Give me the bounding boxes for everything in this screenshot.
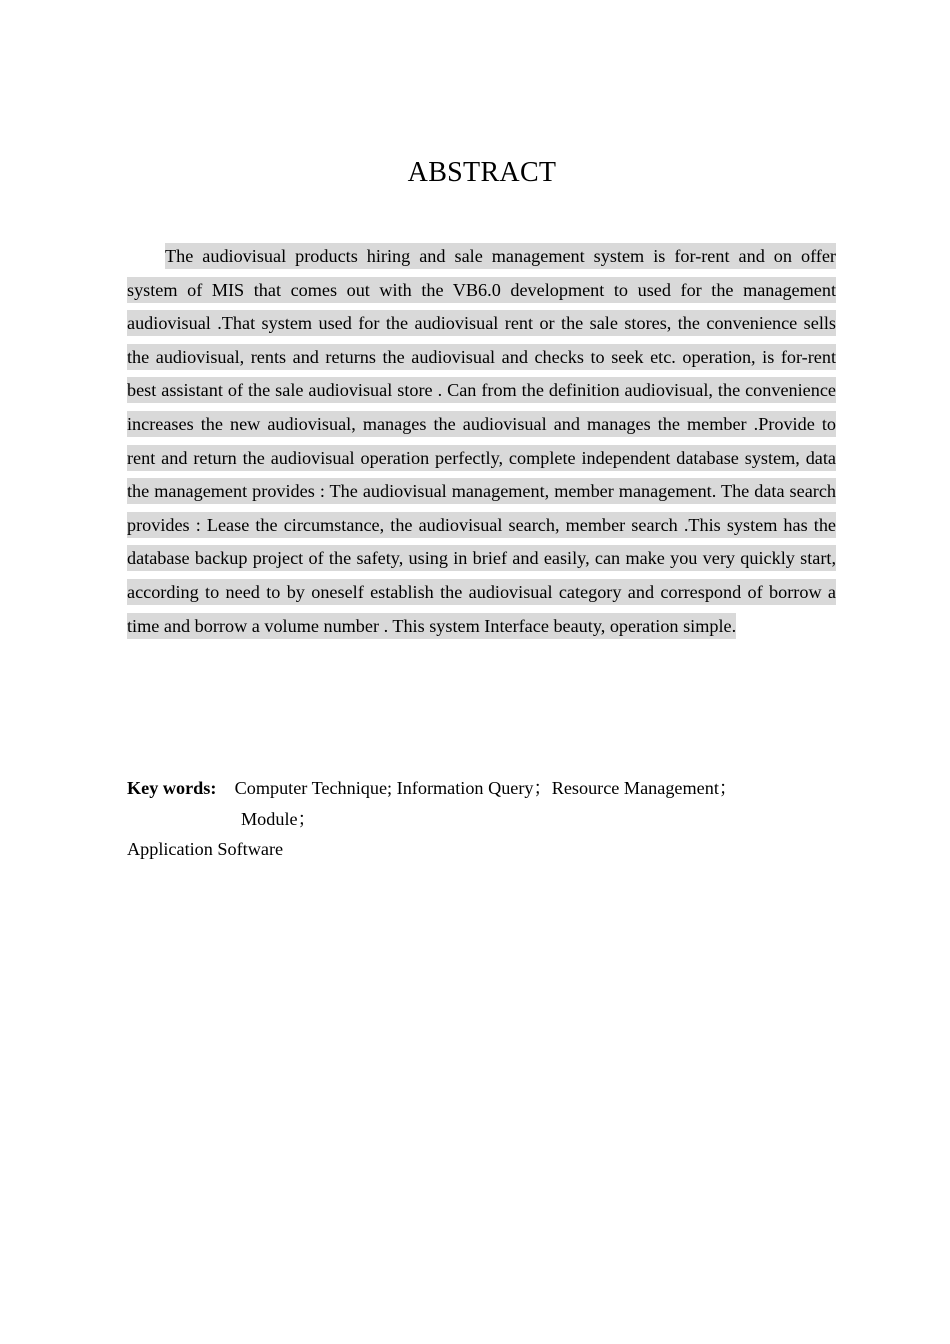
abstract-paragraph (127, 240, 836, 643)
keywords-label: Key words: (127, 778, 217, 798)
keywords-text-3: Application Software (127, 839, 284, 859)
abstract-text-highlighted: The audiovisual products hiring and sale management system is for-rent and on offer system of MIS that comes out with the VB6.0 development to used for the management audiovisual .That system used for the audiovisual rent or the sale stores, the convenience sells the audiovisual, rents and returns the audiovisual and checks to seek etc. operation, is for-rent best assistant of the sale audiovisual store . Can from the definition audiovisual, the convenience increases the new audiovisual, manages the audiovisual and manages the member .Provide to rent and return the audiovisual operation perfectly, complete independent database system, data the management provides : The audiovisual management, member management. The data search provides : Lease the circumstance, the audiovisual search, member search .This system has the database backup project of the safety, using in brief and easily, can make you very quickly start, according to need to by oneself establish the audiovisual category and correspond of borrow a time and borrow a volume number . This system Interface beauty, operation simple. (127, 243, 836, 639)
keywords-section (127, 773, 836, 865)
keywords-text-1: Computer Technique; Information Query；Resource Management； (234, 778, 738, 798)
keywords-line-1 (127, 773, 836, 804)
abstract-title: ABSTRACT (407, 157, 557, 188)
keywords-text-2: Module； (241, 808, 316, 829)
